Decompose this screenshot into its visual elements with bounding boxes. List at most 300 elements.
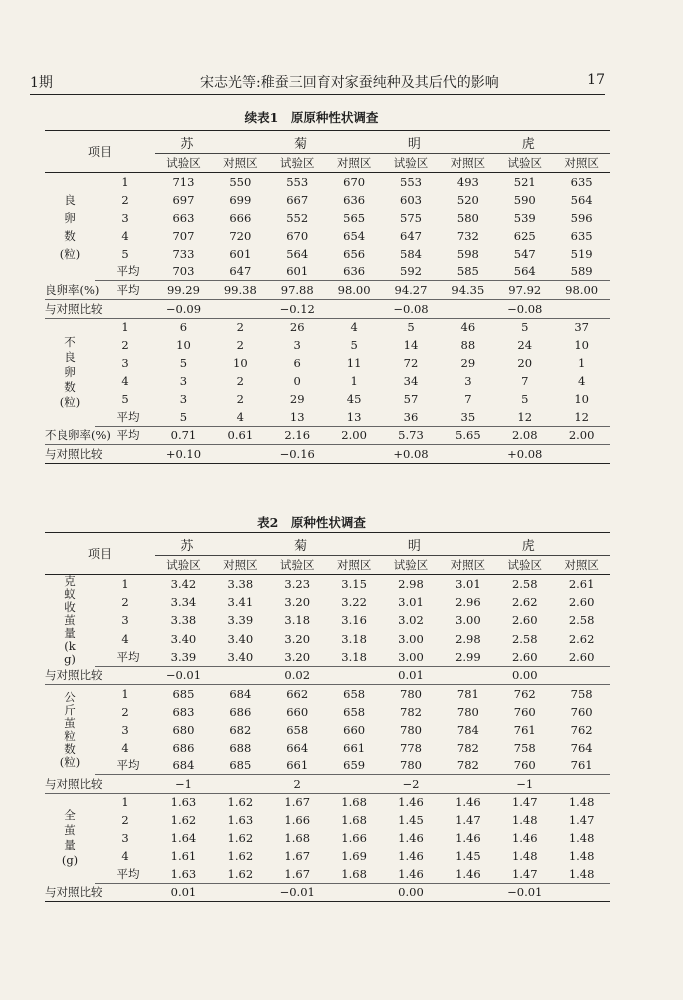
table2 <box>45 532 610 902</box>
table-cell: 592 <box>383 263 440 281</box>
table-cell <box>212 775 269 794</box>
table-cell: −0.08 <box>496 299 553 318</box>
column-header: 对照区 <box>336 156 372 170</box>
table-cell: 575 <box>400 210 422 225</box>
table-cell: 2.98 <box>398 576 424 591</box>
row-name: 3 <box>121 356 129 370</box>
table-cell: 662 <box>286 686 309 701</box>
table-cell: 3.00 <box>383 648 440 666</box>
table-row <box>45 865 610 883</box>
section-label: 不良卵数(粒) <box>59 334 81 409</box>
table-row <box>45 299 610 318</box>
table-cell: 784 <box>456 722 479 737</box>
table-cell: 1.45 <box>455 849 481 863</box>
page-number: 17 <box>587 72 605 88</box>
table-cell: −0.09 <box>155 299 212 318</box>
table-cell: 547 <box>513 246 536 261</box>
table-cell: 603 <box>400 192 422 207</box>
table-cell: 94.35 <box>439 281 496 300</box>
table-cell: 625 <box>513 228 536 243</box>
table-cell: 29 <box>289 392 305 406</box>
row-name: 4 <box>121 740 129 755</box>
table-cell: 11 <box>346 356 362 370</box>
table-cell: 564 <box>286 246 309 261</box>
table-cell: 601 <box>229 246 252 261</box>
table-cell: 3.38 <box>170 613 197 628</box>
row-name <box>95 445 155 464</box>
table-row <box>45 829 610 847</box>
group-header: 菊 <box>269 131 383 154</box>
table-cell: 57 <box>403 392 419 406</box>
column-header: 对照区 <box>223 156 258 170</box>
table-cell: 1.48 <box>553 865 610 883</box>
table-cell: 493 <box>456 174 479 189</box>
table-cell: 99.38 <box>212 281 269 300</box>
section-label: 与对照比较 <box>45 445 95 464</box>
table-cell: 1.64 <box>170 831 197 845</box>
table-cell: 781 <box>456 686 479 701</box>
table-cell: 3.38 <box>227 576 254 591</box>
table-cell: 3.18 <box>326 648 383 666</box>
table-cell: 35 <box>439 408 496 426</box>
table-cell: 37 <box>574 320 589 335</box>
table-cell: 1.46 <box>511 831 538 845</box>
row-name: 3 <box>121 210 129 225</box>
table-cell: 26 <box>289 320 305 335</box>
table-cell: 3.18 <box>284 613 311 628</box>
row-name: 2 <box>121 338 129 352</box>
table-row <box>45 793 610 811</box>
table-row <box>45 648 610 666</box>
row-name: 平均 <box>95 757 155 775</box>
column-header: 对照区 <box>450 156 486 170</box>
row-name: 3 <box>121 831 129 845</box>
table-row <box>45 739 610 757</box>
table-cell: 1.63 <box>170 795 197 810</box>
table-cell: 761 <box>513 722 536 737</box>
table2-caption: 表2 原种性状调查 <box>257 515 366 530</box>
table-cell: 1.46 <box>383 865 440 883</box>
table-cell: 585 <box>439 263 496 281</box>
table-cell: 666 <box>229 210 252 225</box>
table1-caption: 续表1 原原种性状调查 <box>244 110 379 125</box>
table-cell: 0.71 <box>155 426 212 445</box>
table-cell: 5 <box>155 408 212 426</box>
column-header: 对照区 <box>336 558 372 572</box>
table-row <box>45 445 610 464</box>
section-label: 良卵数(粒) <box>59 192 81 261</box>
section-label: 与对照比较 <box>45 775 95 794</box>
table-cell: 0 <box>293 374 301 388</box>
table-row <box>45 227 610 245</box>
table-cell: 519 <box>570 246 593 261</box>
table-cell: 760 <box>570 704 593 719</box>
table-cell: 758 <box>513 740 536 755</box>
table-cell: 2.60 <box>496 648 553 666</box>
table-cell: 3.01 <box>398 594 424 609</box>
table-cell: 2.16 <box>269 426 326 445</box>
column-header: 试验区 <box>393 156 429 170</box>
table-cell: +0.08 <box>496 445 553 464</box>
table-cell: 3.18 <box>341 631 367 646</box>
table-cell: 636 <box>326 263 383 281</box>
table-cell <box>553 775 610 794</box>
table-cell <box>212 666 269 685</box>
table-row <box>45 811 610 829</box>
table-cell: 2.58 <box>568 613 595 628</box>
table-row <box>45 263 610 281</box>
table-cell: 663 <box>172 210 195 225</box>
table-cell: 699 <box>229 192 252 207</box>
table-cell: 3.20 <box>269 648 326 666</box>
table-cell: 758 <box>570 686 593 701</box>
table-cell: 661 <box>343 740 366 755</box>
row-name: 4 <box>121 228 129 243</box>
table-cell: 46 <box>460 320 476 335</box>
table-cell: 0.01 <box>155 883 212 902</box>
table-cell: −0.16 <box>269 445 326 464</box>
table-cell <box>439 883 496 902</box>
table-cell: 1.62 <box>227 795 254 810</box>
table-row <box>45 372 610 390</box>
table-cell: 13 <box>269 408 326 426</box>
table-cell: 601 <box>269 263 326 281</box>
table-cell: 782 <box>456 740 479 755</box>
table-cell: −0.01 <box>155 666 212 685</box>
table-cell: 20 <box>517 356 533 370</box>
table-row <box>45 575 610 593</box>
table-row <box>45 721 610 739</box>
table-cell: 659 <box>326 757 383 775</box>
table-row <box>45 318 610 336</box>
group-header: 苏 <box>155 533 269 556</box>
table-cell: 598 <box>456 246 479 261</box>
table-cell: 1.46 <box>439 865 496 883</box>
section-label: 与对照比较 <box>45 666 95 685</box>
table-cell: 658 <box>286 722 309 737</box>
table-cell: 658 <box>343 704 366 719</box>
table-cell: 7 <box>521 374 529 388</box>
row-name: 平均 <box>95 865 155 883</box>
table1 <box>45 130 610 464</box>
table-cell: 2.62 <box>511 594 538 609</box>
table-cell: 5 <box>521 392 529 406</box>
table-cell: 5 <box>350 338 358 352</box>
table-cell: 664 <box>286 740 309 755</box>
table-cell <box>439 775 496 794</box>
table-cell: 10 <box>176 338 191 352</box>
row-name <box>95 299 155 318</box>
table-cell: 3.39 <box>227 613 254 628</box>
column-header: 对照区 <box>564 558 599 572</box>
table-cell: 98.00 <box>553 281 610 300</box>
table-cell: 1.62 <box>227 831 254 845</box>
table-cell <box>326 883 383 902</box>
row-name: 2 <box>121 192 129 207</box>
table-cell: 1 <box>577 356 586 370</box>
table-cell: −1 <box>155 775 212 794</box>
table-cell: 2.96 <box>455 594 481 609</box>
table-cell: 2 <box>236 392 244 406</box>
table-cell: 3.40 <box>212 648 269 666</box>
table-cell: 688 <box>229 740 252 755</box>
row-name: 3 <box>121 613 129 628</box>
table-row <box>45 426 610 445</box>
table-cell: 596 <box>570 210 593 225</box>
table-row <box>45 390 610 408</box>
table-cell: 733 <box>172 246 195 261</box>
table-cell: 520 <box>456 192 479 207</box>
table-row <box>45 703 610 721</box>
table-cell: 0.02 <box>269 666 326 685</box>
column-header: 试验区 <box>279 156 315 170</box>
table-cell: 94.27 <box>383 281 440 300</box>
table-cell: 590 <box>513 192 536 207</box>
table-cell: −1 <box>496 775 553 794</box>
table-cell <box>326 775 383 794</box>
table-cell: 780 <box>400 722 422 737</box>
table-cell: 589 <box>553 263 610 281</box>
issue-number: 1期 <box>30 75 53 91</box>
table-cell <box>439 666 496 685</box>
table-cell <box>212 445 269 464</box>
table-cell: 1.47 <box>568 813 595 827</box>
row-name: 1 <box>121 174 129 189</box>
table-cell <box>553 883 610 902</box>
table-cell: 660 <box>343 722 366 737</box>
table-cell: 3 <box>293 338 301 352</box>
table-cell: 635 <box>570 174 593 189</box>
table-row <box>45 757 610 775</box>
row-name <box>95 666 155 685</box>
table-cell: 2 <box>269 775 326 794</box>
table-cell: 5 <box>179 356 188 370</box>
row-name: 4 <box>121 374 129 388</box>
table-cell: 1.46 <box>398 849 424 863</box>
table-cell: 635 <box>570 228 593 243</box>
table-cell: 780 <box>456 704 479 719</box>
section-label: 克蚁收茧量(kg) <box>64 574 76 666</box>
table-cell: 3.00 <box>455 613 481 628</box>
group-header: 明 <box>383 533 497 556</box>
table-cell: 778 <box>400 740 422 755</box>
row-name: 1 <box>121 795 129 810</box>
table-cell: 2.60 <box>553 648 610 666</box>
table-cell: 1.67 <box>284 849 311 863</box>
table-cell: 761 <box>553 757 610 775</box>
table-cell: 2.00 <box>326 426 383 445</box>
table-cell: 762 <box>513 686 536 701</box>
row-name: 1 <box>121 686 129 701</box>
table-cell: 2.08 <box>496 426 553 445</box>
row-name: 1 <box>121 320 129 335</box>
row-name: 1 <box>121 576 129 591</box>
table-cell: 1.46 <box>455 831 481 845</box>
table-cell: +0.10 <box>155 445 212 464</box>
table-cell: 45 <box>346 392 362 406</box>
column-header: 对照区 <box>450 558 486 572</box>
row-name: 5 <box>121 246 129 261</box>
table-row <box>45 685 610 703</box>
table-row <box>45 611 610 629</box>
table-cell: 10 <box>574 392 589 406</box>
table-cell: 2.99 <box>439 648 496 666</box>
table-cell: 12 <box>553 408 610 426</box>
column-header: 试验区 <box>166 156 201 170</box>
table-cell <box>212 883 269 902</box>
table-cell: 762 <box>570 722 593 737</box>
table-row <box>45 883 610 902</box>
table-cell: 660 <box>286 704 309 719</box>
table-cell: 685 <box>212 757 269 775</box>
column-header: 试验区 <box>507 558 542 572</box>
table-cell: 1.47 <box>511 795 538 810</box>
section-label: 不良卵率(%) <box>45 426 95 445</box>
table-cell: +0.08 <box>383 445 440 464</box>
table-cell: 1.46 <box>398 831 424 845</box>
row-name: 平均 <box>95 648 155 666</box>
table-cell: 6 <box>293 356 301 370</box>
table-cell: 1.48 <box>511 849 538 863</box>
table-cell: 661 <box>269 757 326 775</box>
table-cell: 553 <box>286 174 309 189</box>
row-name: 4 <box>121 631 129 646</box>
table-cell: 4 <box>212 408 269 426</box>
table-cell: 703 <box>155 263 212 281</box>
table-row <box>45 775 610 794</box>
table-row <box>45 173 610 191</box>
table-cell <box>553 299 610 318</box>
table-cell: 713 <box>172 174 195 189</box>
table-cell: 2.58 <box>511 576 538 591</box>
table-row <box>45 209 610 227</box>
table-cell: 3 <box>464 374 472 388</box>
table-cell: 1.67 <box>269 865 326 883</box>
table-cell: 97.88 <box>269 281 326 300</box>
table-cell: 1.63 <box>155 865 212 883</box>
table-cell <box>326 299 383 318</box>
table-cell: 564 <box>496 263 553 281</box>
table-cell: 24 <box>517 338 533 352</box>
table-cell: 782 <box>439 757 496 775</box>
table-cell: 13 <box>326 408 383 426</box>
row-name: 5 <box>121 392 129 406</box>
table-cell: 1.45 <box>398 813 424 827</box>
table-cell: 3.20 <box>284 594 311 609</box>
table-row <box>45 191 610 209</box>
table-cell: 3.42 <box>170 576 197 591</box>
table-cell: 565 <box>343 210 366 225</box>
table-cell: 3.41 <box>227 594 254 609</box>
table-cell: 697 <box>172 192 195 207</box>
table-cell: 1.48 <box>511 813 538 827</box>
table-cell: 29 <box>460 356 476 370</box>
table-row <box>45 593 610 611</box>
table-cell: 564 <box>570 192 593 207</box>
table-row <box>45 847 610 865</box>
row-name: 4 <box>121 849 129 863</box>
table-cell: 1.62 <box>170 813 197 827</box>
table-cell: 720 <box>229 228 252 243</box>
table-cell: 780 <box>400 686 422 701</box>
table-cell: 3.40 <box>227 631 254 646</box>
table-cell: 685 <box>172 686 195 701</box>
table-cell: 1.66 <box>284 813 311 827</box>
section-label: 与对照比较 <box>45 883 95 902</box>
table-cell: 707 <box>172 228 195 243</box>
table-cell: 580 <box>456 210 479 225</box>
table-cell: 684 <box>155 757 212 775</box>
table-cell: 1.61 <box>170 849 197 863</box>
table-cell: 1.46 <box>455 795 481 810</box>
table-cell: 1.69 <box>341 849 367 863</box>
table-cell: 683 <box>172 704 195 719</box>
table-cell: 4 <box>577 374 586 388</box>
table-cell: 3.00 <box>398 631 424 646</box>
table-cell: 2 <box>236 320 244 335</box>
table-cell: −0.08 <box>383 299 440 318</box>
table-cell: 1.47 <box>455 813 481 827</box>
item-header: 项目 <box>88 145 113 159</box>
table-row <box>45 629 610 647</box>
table-cell: 1.68 <box>284 831 311 845</box>
row-name <box>95 883 155 902</box>
table-cell: 654 <box>343 228 366 243</box>
table-cell: 553 <box>400 174 422 189</box>
table-cell: 3.39 <box>155 648 212 666</box>
table-cell: 3.01 <box>455 576 481 591</box>
row-name: 平均 <box>95 408 155 426</box>
table-cell: 782 <box>400 704 422 719</box>
section-label: 全茧量(g) <box>61 808 79 868</box>
table-cell: 550 <box>229 174 252 189</box>
table-cell: 3.16 <box>341 613 367 628</box>
table-cell: 658 <box>343 686 366 701</box>
table-cell: 3 <box>179 374 188 388</box>
row-name: 平均 <box>95 281 155 300</box>
table-cell: 14 <box>403 338 419 352</box>
table-cell: 3.34 <box>170 594 197 609</box>
table-cell: 3.22 <box>341 594 367 609</box>
table-cell: 764 <box>570 740 593 755</box>
table-row <box>45 281 610 300</box>
table-cell <box>439 445 496 464</box>
table-cell: 521 <box>513 174 536 189</box>
table-cell: −0.01 <box>496 883 553 902</box>
column-header: 对照区 <box>564 156 599 170</box>
table-cell: 2.60 <box>568 594 595 609</box>
column-header: 对照区 <box>223 558 258 572</box>
table-cell: 1.48 <box>568 831 595 845</box>
table-cell: 5 <box>407 320 415 335</box>
table-cell: 2.61 <box>568 576 595 591</box>
table-cell: 1.68 <box>326 865 383 883</box>
table-cell: −0.01 <box>269 883 326 902</box>
table-cell: 1.46 <box>398 795 424 810</box>
table-row <box>45 245 610 263</box>
row-name: 2 <box>121 813 129 827</box>
table-cell: 667 <box>286 192 309 207</box>
table-cell: 647 <box>212 263 269 281</box>
table-cell: 0.01 <box>383 666 440 685</box>
row-name <box>95 775 155 794</box>
article-title: 宋志光等:稚蚕三回育对家蚕纯种及其后代的影响 <box>200 75 499 91</box>
row-name: 平均 <box>95 263 155 281</box>
table-cell <box>553 666 610 685</box>
table-cell: 5.73 <box>383 426 440 445</box>
table-cell: 36 <box>383 408 440 426</box>
group-header: 苏 <box>155 131 269 154</box>
